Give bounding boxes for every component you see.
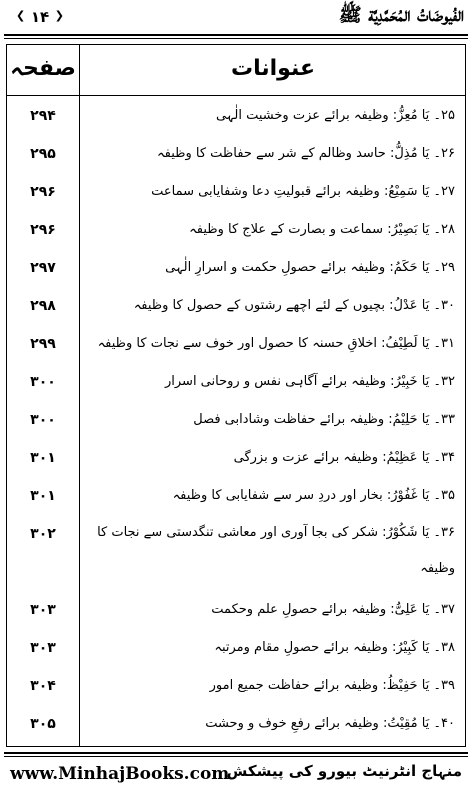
table-header	[7, 45, 465, 96]
table-row	[7, 629, 465, 667]
contents-table	[6, 44, 466, 747]
row-page-number: ۳۰۳	[30, 602, 56, 618]
row-page-number: ۲۹۷	[30, 260, 56, 276]
row-title: ۳۶۔ یَا شَکُوْرُ: شکر کی بجا آوری اور معاشی تنگدستی سے نجات کا وظیفہ	[97, 525, 455, 576]
row-title: ۳۱۔ یَا لَطِیْفُ: اخلاقِ حسنہ کا حصول اور خوف سے نجات کا وظیفہ	[97, 336, 455, 351]
table-row	[7, 363, 465, 401]
row-title: ۲۷۔ یَا سَمِیْعُ: وظیفہ برائے قبولیتِ دعا وشفایابی سماعت	[151, 184, 455, 199]
row-title: ۳۸۔ یَا کَبِیْرُ: وظیفہ برائے حصولِ مقام ومرتبہ	[214, 640, 455, 655]
row-page-number: ۲۹۶	[30, 184, 56, 200]
row-page-number: ۳۰۰	[30, 374, 56, 390]
column-header-topic: عنوانات	[231, 56, 315, 81]
table-row	[7, 439, 465, 477]
table-row	[7, 173, 465, 211]
page-footer	[0, 760, 472, 790]
row-page-number: ۳۰۳	[30, 640, 56, 656]
row-title: ۳۲۔ یَا خَبِیْرُ: وظیفہ برائے آگاہی نفس و روحانی اسرار	[164, 374, 455, 389]
row-page-number: ۳۰۲	[30, 526, 56, 542]
table-row	[7, 477, 465, 515]
footer-rule	[4, 752, 468, 756]
row-page-number: ۲۹۸	[30, 298, 56, 314]
row-title: ۳۵۔ یَا غَفُوْرُ: بخار اور دردِ سر سے شفایابی کا وظیفہ	[172, 488, 455, 503]
row-page-number: ۳۰۰	[30, 412, 56, 428]
row-title: ۲۸۔ یَا بَصِیْرُ: سماعت و بصارت کے علاج کا وظیفہ	[189, 222, 455, 237]
table-row	[7, 591, 465, 629]
table-row	[7, 287, 465, 325]
table-row	[7, 325, 465, 363]
row-title: ۲۵۔ یَا مُعِزُّ: وظیفہ برائے عزت وخشیت الٰہی	[215, 108, 455, 123]
row-page-number: ۲۹۴	[30, 108, 56, 124]
row-page-number: ۳۰۱	[30, 450, 56, 466]
ornament-icon: ❯	[54, 9, 64, 22]
table-row	[7, 401, 465, 439]
header-rule	[4, 38, 468, 39]
row-title: ۴۰۔ یَا مُقِیْتُ: وظیفہ برائے رفعِ خوف و وحشت	[205, 716, 455, 731]
row-title: ۳۴۔ یَا عَظِیْمُ: وظیفہ برائے عزت و بزرگی	[233, 450, 455, 465]
table-row	[7, 135, 465, 173]
page-header	[0, 0, 472, 36]
row-title: ۳۳۔ یَا حَلِیْمُ: وظیفہ برائے حفاظت وشادابی فصل	[193, 412, 455, 427]
ornament-icon: ❮	[16, 9, 26, 22]
row-page-number: ۳۰۱	[30, 488, 56, 504]
row-page-number: ۲۹۵	[30, 146, 56, 162]
table-row	[7, 515, 465, 591]
row-page-number: ۲۹۶	[30, 222, 56, 238]
presenter-credit: منہاج انٹرنیٹ بیورو کی پیشکش	[226, 762, 462, 780]
page-number: ۱۴	[30, 8, 50, 26]
row-title: ۲۶۔ یَا مُذِلُّ: حاسد وظالم کے شر سے حفاظت کا وظیفہ	[157, 146, 455, 161]
row-title: ۳۰۔ یَا عَدْلُ: بچیوں کے لئے اچھے رشتوں کے حصول کا وظیفہ	[133, 298, 455, 313]
table-row	[7, 249, 465, 287]
row-title: ۳۷۔ یَا عَلِیُّ: وظیفہ برائے حصولِ علم وحکمت	[211, 602, 455, 617]
table-row	[7, 97, 465, 135]
website-link[interactable]: www.MinhajBooks.com	[10, 764, 230, 784]
row-page-number: ۳۰۵	[30, 716, 56, 732]
table-row	[7, 667, 465, 705]
page-number-badge	[18, 4, 62, 30]
column-header-page: صفحہ	[10, 56, 76, 81]
row-title: ۳۹۔ یَا حَفِیْظُ: وظیفہ برائے حفاظت جمیع امور	[209, 678, 455, 693]
row-title: ۲۹۔ یَا حَکَمُ: وظیفہ برائے حصولِ حکمت و اسرارِ الٰہی	[165, 260, 455, 275]
book-title: الفُيوضَاتُ المُحَمَّدِيَّة ﷺ	[338, 4, 464, 26]
table-row	[7, 211, 465, 249]
table-row	[7, 705, 465, 743]
row-page-number: ۲۹۹	[30, 336, 56, 352]
header-rule	[4, 34, 468, 36]
row-page-number: ۳۰۴	[30, 678, 56, 694]
